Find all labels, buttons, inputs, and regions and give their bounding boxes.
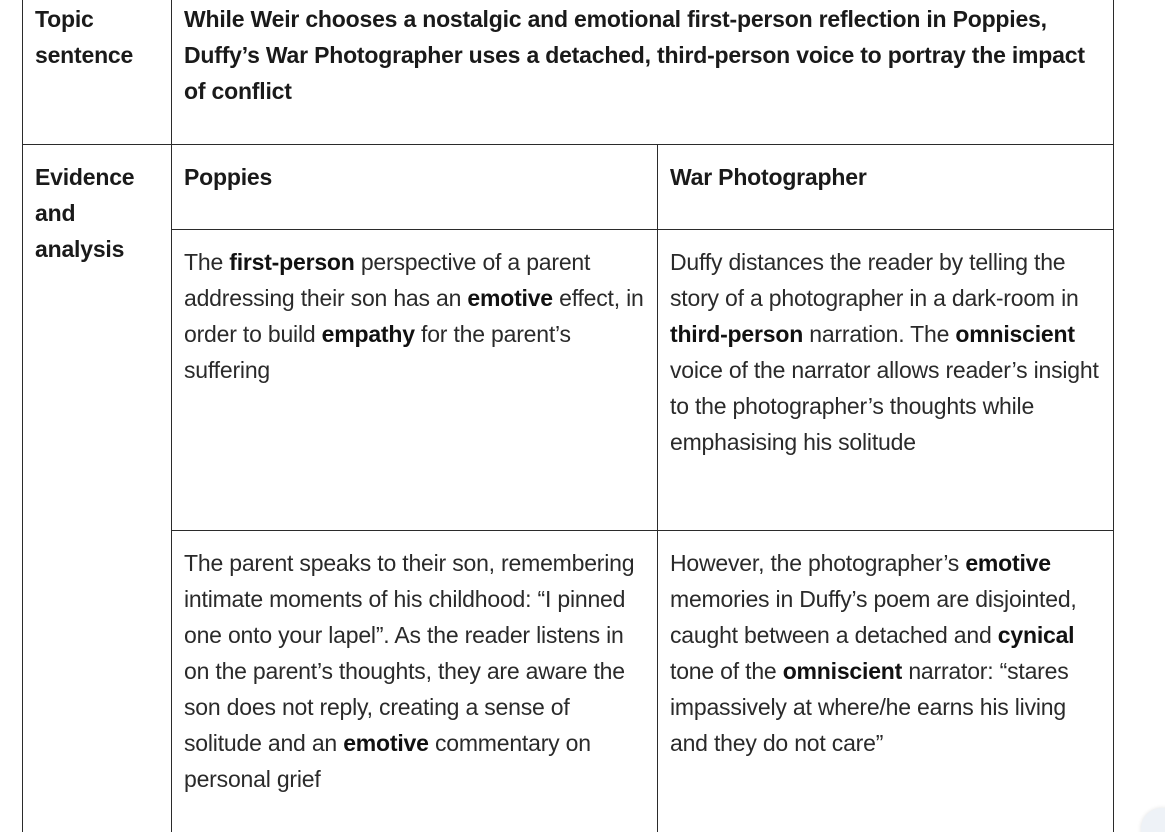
key-term: omniscient (955, 320, 1075, 347)
poppies-analysis-cell: The parent speaks to their son, remembering intimate moments of his childhood: “I pinned one onto your lapel”. As the reader listens in on the parent’s thoughts, they are aware the son does not reply, creating a sense of solitude and an emotive commentary on personal grief (172, 530, 658, 832)
key-term: emotive (965, 549, 1051, 576)
war-photographer-analysis-cell: However, the photographer’s emotive memories in Duffy’s poem are disjointed, caught between a detached and cynical tone of the omniscient narrator: “stares impassively at where/he earns his living and they do not care” (658, 530, 1114, 832)
comparison-table (22, 0, 1114, 832)
topic-label: Topic sentence (23, 0, 172, 144)
key-term: empathy (321, 320, 415, 347)
key-term: emotive (343, 729, 429, 756)
poppies-analysis-cell: The first-person perspective of a parent addressing their son has an emotive effect, in order to build empathy for the parent’s suffering (172, 229, 658, 530)
evidence-label: Evidence and analysis (23, 144, 172, 832)
topic-row (23, 0, 1114, 144)
key-term: third-person (670, 320, 804, 347)
key-term: emotive (467, 284, 553, 311)
column-header-war-photographer: War Photographer (658, 144, 1114, 229)
column-header-row (23, 144, 1114, 229)
scroll-corner-badge[interactable] (1141, 808, 1165, 832)
table-row (23, 530, 1114, 832)
key-term: first-person (229, 248, 355, 275)
topic-sentence-text: While Weir chooses a nostalgic and emotional first-person reflection in Poppies, Duffy’s War Photographer uses a detached, third-person voice to portray the impact of conflict (172, 0, 1114, 144)
war-photographer-analysis-cell: Duffy distances the reader by telling the story of a photographer in a dark-room in third-person narration. The omniscient voice of the narrator allows reader’s insight to the photographer’s thoughts while emphasising his solitude (658, 229, 1114, 530)
table-row (23, 229, 1114, 530)
key-term: cynical (997, 621, 1075, 648)
column-header-poppies: Poppies (172, 144, 658, 229)
key-term: omniscient (782, 657, 903, 684)
